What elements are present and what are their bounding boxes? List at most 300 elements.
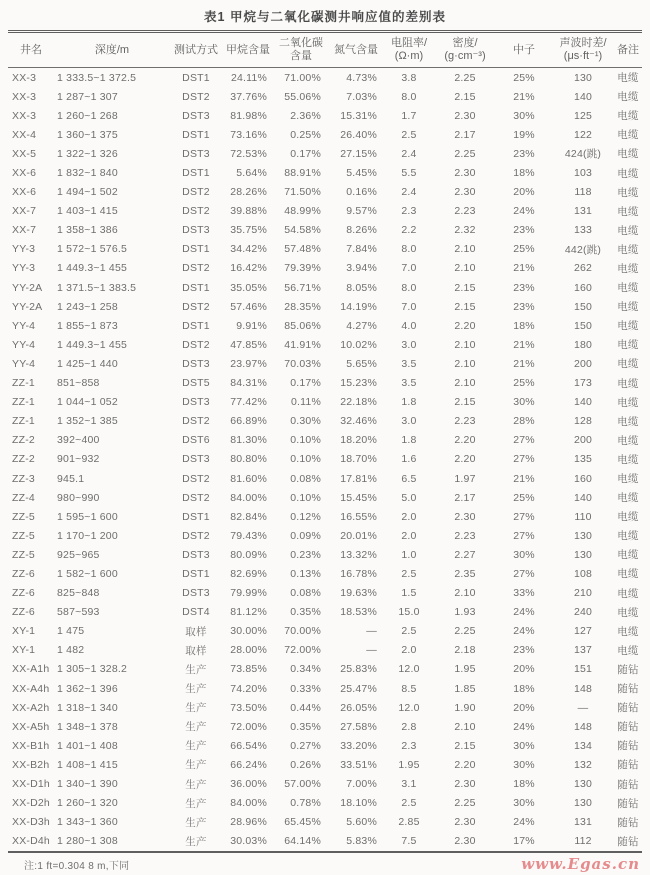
table-cell: 24.11% (230, 71, 267, 84)
table-cell: 3.5 (401, 357, 417, 370)
table-cell: 2.10 (454, 262, 476, 275)
table-cell: 39.88% (230, 205, 267, 218)
table-cell: 81.98% (230, 109, 267, 122)
table-cell: 23% (513, 224, 535, 237)
column-header-7: 密度/ (g·cm⁻³) (434, 33, 496, 68)
table-cell: — (366, 625, 377, 638)
column-header-5: 氮气含量 (328, 33, 384, 68)
table-cell: 262 (573, 262, 593, 275)
table-cell: 70.00% (284, 625, 321, 638)
table-cell: 电缆 (617, 396, 639, 409)
table-cell: XX-D3h (12, 816, 50, 829)
table-cell: 生产 (185, 683, 207, 696)
table-cell: 81.30% (230, 434, 267, 447)
table-cell: 73.16% (230, 128, 267, 141)
table-cell: DST3 (182, 147, 210, 160)
table-cell: 84.00% (230, 491, 267, 504)
table-cell: 电缆 (617, 320, 639, 333)
table-cell: 8.26% (346, 224, 377, 237)
table-cell: ZZ-4 (12, 491, 35, 504)
table-cell: 587~593 (57, 606, 100, 619)
table-cell: DST3 (182, 587, 210, 600)
logging-response-table (8, 33, 642, 851)
table-cell: 27% (513, 510, 535, 523)
table-cell: 127 (573, 625, 593, 638)
table-header (8, 33, 642, 68)
table-row (8, 297, 642, 316)
table-cell: 随钻 (617, 759, 639, 772)
column-header-10: 备注 (614, 33, 642, 68)
table-cell: 电缆 (617, 415, 639, 428)
table-cell: YY-3 (12, 243, 36, 256)
table-cell: 41.91% (284, 338, 321, 351)
table-cell: 5.5 (401, 167, 417, 180)
table-cell: XX-B2h (12, 758, 50, 771)
table-cell: 57.00% (284, 778, 321, 791)
table-cell: 2.10 (454, 720, 476, 733)
footnote: 注:1 ft=0.304 8 m,下同 (24, 860, 130, 872)
table-cell: 5.64% (236, 167, 267, 180)
table-cell: 电缆 (617, 492, 639, 505)
table-row (8, 526, 642, 545)
table-cell: 825~848 (57, 587, 100, 600)
table-cell: 2.8 (401, 720, 417, 733)
table-cell: 32.46% (340, 415, 377, 428)
table-cell: DST3 (182, 224, 210, 237)
table-cell: 6.5 (401, 472, 417, 485)
table-cell: 150 (573, 300, 593, 313)
table-cell: 131 (573, 816, 593, 829)
table-row (8, 679, 642, 698)
table-cell: 2.18 (454, 644, 476, 657)
table-cell: 16.78% (340, 567, 377, 580)
table-cell: 1 475 (57, 625, 85, 638)
table-cell: 27.58% (340, 720, 377, 733)
table-cell: 140 (573, 491, 593, 504)
table-cell: 8.0 (401, 243, 417, 256)
table-cell: DST3 (182, 396, 210, 409)
table-cell: 72.00% (284, 644, 321, 657)
table-cell: DST2 (182, 472, 210, 485)
table-cell: 2.5 (401, 567, 417, 580)
table-cell: 9.91% (236, 319, 267, 332)
table-cell: 66.24% (230, 758, 267, 771)
table-cell: 1.5 (401, 587, 417, 600)
table-cell: 20% (513, 701, 535, 714)
column-header-6: 电阻率/ (Ω·m) (384, 33, 434, 68)
table-cell: 1 287~1 307 (57, 90, 118, 103)
table-cell: 80.80% (230, 453, 267, 466)
table-row (8, 698, 642, 717)
table-cell: 2.15 (454, 281, 476, 294)
table-cell: 7.0 (401, 262, 417, 275)
table-cell: 1.97 (454, 472, 476, 485)
table-cell: 15.23% (340, 377, 377, 390)
table-cell: 2.4 (401, 186, 417, 199)
table-cell: 生产 (185, 663, 207, 676)
table-row (8, 431, 642, 450)
table-cell: 0.25% (290, 128, 321, 141)
table-cell: 3.0 (401, 415, 417, 428)
table-cell: DST2 (182, 90, 210, 103)
table-cell: XX-4 (12, 128, 37, 141)
table-cell: 151 (573, 663, 593, 676)
table-cell: 66.89% (230, 415, 267, 428)
table-cell: XX-6 (12, 167, 37, 180)
table-row (8, 755, 642, 774)
table-cell: 2.23 (454, 205, 476, 218)
table-cell: 7.5 (401, 835, 417, 848)
table-cell: 28.00% (230, 644, 267, 657)
table-cell: 21% (513, 338, 535, 351)
table-cell: 1 348~1 378 (57, 720, 118, 733)
table-cell: DST2 (182, 491, 210, 504)
table-cell: 125 (573, 109, 593, 122)
table-cell: 16.55% (340, 510, 377, 523)
table-cell: 1 595~1 600 (57, 510, 118, 523)
table-cell: 66.54% (230, 739, 267, 752)
table-cell: 1 494~1 502 (57, 186, 118, 199)
table-cell: 79.39% (284, 262, 321, 275)
table-cell: 0.08% (290, 472, 321, 485)
table-cell: 0.10% (290, 434, 321, 447)
table-cell: 2.20 (454, 434, 476, 447)
table-cell: 1 044~1 052 (57, 396, 118, 409)
table-cell: 0.12% (290, 510, 321, 523)
table-cell: 1 318~1 340 (57, 701, 118, 714)
table-cell: 112 (574, 835, 592, 848)
table-cell: 80.09% (230, 548, 267, 561)
table-cell: 18.20% (340, 434, 377, 447)
table-cell: 148 (573, 720, 593, 733)
table-cell: 0.35% (290, 606, 321, 619)
table-cell: 5.0 (401, 491, 417, 504)
table-cell: 电缆 (617, 530, 639, 543)
table-cell: 生产 (185, 702, 207, 715)
table-cell: 34.42% (230, 243, 267, 256)
table-row (8, 450, 642, 469)
table-cell: XX-3 (12, 71, 37, 84)
table-cell: ZZ-6 (12, 587, 35, 600)
column-header-8: 中子 (496, 33, 552, 68)
table-cell: 电缆 (617, 205, 639, 218)
table-cell: 随钻 (617, 663, 639, 676)
table-cell: 30% (513, 797, 535, 810)
table-cell: 0.09% (290, 529, 321, 542)
table-cell: 30% (513, 739, 535, 752)
table-cell: 电缆 (617, 587, 639, 600)
table-cell: 1 280~1 308 (57, 835, 118, 848)
table-cell: 2.27 (454, 548, 476, 561)
table-cell: 5.60% (346, 816, 377, 829)
table-cell: 180 (573, 338, 593, 351)
table-cell: DST2 (182, 415, 210, 428)
table-cell: 2.10 (454, 338, 476, 351)
table-cell: 18.70% (340, 453, 377, 466)
table-cell: XX-6 (12, 186, 37, 199)
table-cell: 1 170~1 200 (57, 529, 118, 542)
table-cell: 2.30 (454, 167, 476, 180)
table-cell: 7.03% (346, 90, 377, 103)
table-cell: 0.11% (291, 396, 321, 409)
table-cell: DST1 (182, 71, 210, 84)
table-cell: 72.53% (230, 147, 267, 160)
table-cell: 8.05% (346, 281, 377, 294)
table-cell: 1.8 (401, 396, 417, 409)
table-cell: 35.75% (230, 224, 267, 237)
table-cell: 160 (573, 281, 593, 294)
table-cell: 21% (513, 357, 535, 370)
table-cell: 30% (513, 758, 535, 771)
table-row (8, 832, 642, 851)
table-cell: 77.42% (230, 396, 267, 409)
table-cell: 8.0 (401, 90, 417, 103)
table-cell: 210 (573, 587, 593, 600)
table-cell: DST6 (182, 434, 210, 447)
table-cell: 5.65% (346, 357, 377, 370)
table-cell: 2.20 (454, 319, 476, 332)
table-cell: DST2 (182, 338, 210, 351)
table-cell: XX-B1h (12, 739, 50, 752)
table-cell: YY-4 (12, 357, 36, 370)
table-cell: 20% (513, 663, 535, 676)
table-cell: 137 (573, 644, 593, 657)
table-cell: 1 425~1 440 (57, 357, 118, 370)
table-cell: 1 572~1 576.5 (57, 243, 128, 256)
table-row (8, 641, 642, 660)
table-cell: 925~965 (57, 548, 100, 561)
table-cell: 0.44% (290, 701, 321, 714)
table-cell: 1 482 (57, 644, 85, 657)
table-cell: 148 (573, 682, 593, 695)
table-cell: 33% (513, 587, 535, 600)
table-cell: 2.25 (454, 71, 476, 84)
table-row (8, 603, 642, 622)
table-cell: 电缆 (617, 186, 639, 199)
table-title: 表1 甲烷与二氧化碳测井响应值的差别表 (204, 10, 446, 24)
table-cell: 64.14% (284, 835, 321, 848)
table-cell: 电缆 (617, 644, 639, 657)
table-cell: 30% (513, 396, 535, 409)
table-cell: 24% (513, 625, 535, 638)
table-cell: 0.17% (290, 147, 321, 160)
table-cell: 1 403~1 415 (57, 205, 118, 218)
table-cell: 71.50% (284, 186, 321, 199)
table-cell: 30% (513, 548, 535, 561)
table-cell: 2.36% (290, 109, 321, 122)
table-row (8, 564, 642, 583)
table-cell: DST1 (182, 510, 210, 523)
table-cell: 5.83% (346, 835, 377, 848)
table-cell: 21% (513, 262, 535, 275)
table-cell: 945.1 (57, 472, 85, 485)
table-cell: DST1 (182, 243, 210, 256)
table-cell: 0.16% (346, 186, 377, 199)
table-cell: 2.30 (454, 186, 476, 199)
data-table-container (8, 30, 642, 853)
table-cell: 1 855~1 873 (57, 319, 118, 332)
table-cell: 18% (513, 778, 535, 791)
table-cell: DST3 (182, 453, 210, 466)
table-cell: 2.3 (401, 739, 417, 752)
table-cell: YY-4 (12, 319, 36, 332)
table-cell: 生产 (185, 816, 207, 829)
table-row (8, 374, 642, 393)
table-cell: 18% (513, 682, 535, 695)
table-cell: ZZ-6 (12, 567, 35, 580)
table-cell: 0.17% (290, 377, 321, 390)
table-cell: XX-5 (12, 147, 37, 160)
table-row (8, 469, 642, 488)
table-cell: 133 (573, 224, 593, 237)
table-cell: DST2 (182, 186, 210, 199)
table-row (8, 736, 642, 755)
table-cell: 22.18% (340, 396, 377, 409)
table-cell: 1 360~1 375 (57, 128, 118, 141)
table-cell: 4.27% (346, 319, 377, 332)
table-cell: 851~858 (57, 377, 100, 390)
table-cell: 442(跳) (564, 243, 602, 256)
table-cell: 3.0 (401, 338, 417, 351)
table-row (8, 163, 642, 182)
table-cell: 0.26% (290, 758, 321, 771)
table-cell: DST3 (182, 548, 210, 561)
table-cell: 3.94% (346, 262, 377, 275)
table-cell: 19% (513, 128, 535, 141)
table-cell: 73.85% (230, 663, 267, 676)
table-cell: 82.69% (230, 567, 267, 580)
table-cell: 电缆 (617, 549, 639, 562)
table-cell: 28.35% (284, 300, 321, 313)
table-cell: ZZ-3 (12, 472, 35, 485)
table-cell: 2.2 (401, 224, 417, 237)
table-cell: 392~400 (57, 434, 100, 447)
table-cell: 200 (573, 357, 593, 370)
table-cell: 2.15 (454, 300, 476, 313)
table-cell: 电缆 (617, 110, 639, 123)
table-cell: 901~932 (57, 453, 100, 466)
table-cell: 电缆 (617, 148, 639, 161)
table-cell: 电缆 (617, 282, 639, 295)
table-cell: 电缆 (617, 358, 639, 371)
table-cell: 2.32 (454, 224, 476, 237)
table-cell: 28.96% (230, 816, 267, 829)
table-cell: 1 371.5~1 383.5 (57, 281, 137, 294)
table-cell: 16.42% (230, 262, 267, 275)
table-cell: 84.00% (230, 797, 267, 810)
table-cell: 140 (573, 396, 593, 409)
table-cell: 2.25 (454, 625, 476, 638)
table-cell: DST3 (182, 357, 210, 370)
table-cell: XX-D1h (12, 778, 50, 791)
table-cell: 33.51% (340, 758, 377, 771)
table-cell: 1 322~1 326 (57, 147, 118, 160)
table-cell: 24% (513, 205, 535, 218)
table-cell: 73.50% (230, 701, 267, 714)
table-cell: 25% (513, 243, 535, 256)
table-cell: 2.35 (454, 567, 476, 580)
table-cell: XX-A5h (12, 720, 50, 733)
table-cell: XX-7 (12, 205, 37, 218)
table-cell: 1 582~1 600 (57, 567, 118, 580)
table-cell: 19.63% (340, 587, 377, 600)
table-cell: 14.19% (340, 300, 377, 313)
table-cell: 电缆 (617, 377, 639, 390)
table-cell: 电缆 (617, 167, 639, 180)
table-cell: 26.05% (340, 701, 377, 714)
table-cell: 24% (513, 816, 535, 829)
table-cell: 2.23 (454, 415, 476, 428)
table-cell: 26.40% (340, 128, 377, 141)
table-cell: 1 243~1 258 (57, 300, 118, 313)
table-cell: 7.0 (401, 300, 417, 313)
column-header-3: 甲烷含量 (222, 33, 274, 68)
table-cell: 0.10% (290, 453, 321, 466)
table-cell: 130 (573, 778, 593, 791)
table-cell: 72.00% (230, 720, 267, 733)
table-cell: 2.4 (401, 147, 417, 160)
table-cell: 23% (513, 147, 535, 160)
table-cell: 27% (513, 434, 535, 447)
table-row (8, 68, 642, 88)
table-cell: 3.5 (401, 377, 417, 390)
table-cell: XX-A2h (12, 701, 50, 714)
table-row (8, 774, 642, 793)
table-cell: 0.78% (290, 797, 321, 810)
table-row (8, 622, 642, 641)
table-row (8, 545, 642, 564)
table-cell: 23% (513, 300, 535, 313)
table-row (8, 259, 642, 278)
table-cell: 36.00% (230, 778, 267, 791)
table-cell: 0.23% (290, 548, 321, 561)
table-cell: 85.06% (284, 319, 321, 332)
table-cell: 2.17 (454, 128, 476, 141)
table-cell: 2.23 (454, 529, 476, 542)
table-cell: 54.58% (284, 224, 321, 237)
table-cell: 电缆 (617, 301, 639, 314)
table-cell: 48.99% (284, 205, 321, 218)
table-cell: ZZ-5 (12, 529, 35, 542)
table-cell: 25% (513, 71, 535, 84)
table-cell: 2.5 (401, 797, 417, 810)
page-footer (10, 854, 640, 873)
table-cell: 130 (573, 529, 593, 542)
table-cell: 0.35% (290, 720, 321, 733)
table-cell: 8.0 (401, 281, 417, 294)
table-cell: 2.3 (401, 205, 417, 218)
column-header-0: 井名 (8, 33, 54, 68)
table-cell: 1 260~1 320 (57, 797, 118, 810)
table-cell: 424(跳) (564, 148, 602, 161)
table-cell: 随钻 (617, 721, 639, 734)
table-cell: — (577, 701, 589, 714)
table-cell: 131 (573, 205, 593, 218)
table-cell: 1.85 (454, 682, 476, 695)
table-cell: 30% (513, 109, 535, 122)
table-cell: 70.03% (284, 357, 321, 370)
table-row (8, 240, 642, 259)
table-cell: 12.0 (398, 701, 420, 714)
table-cell: 130 (573, 797, 593, 810)
table-cell: 28.26% (230, 186, 267, 199)
table-row (8, 412, 642, 431)
table-cell: 电缆 (617, 262, 639, 275)
table-cell: XX-7 (12, 224, 37, 237)
table-cell: 随钻 (617, 816, 639, 829)
table-cell: 23% (513, 644, 535, 657)
table-row (8, 507, 642, 526)
